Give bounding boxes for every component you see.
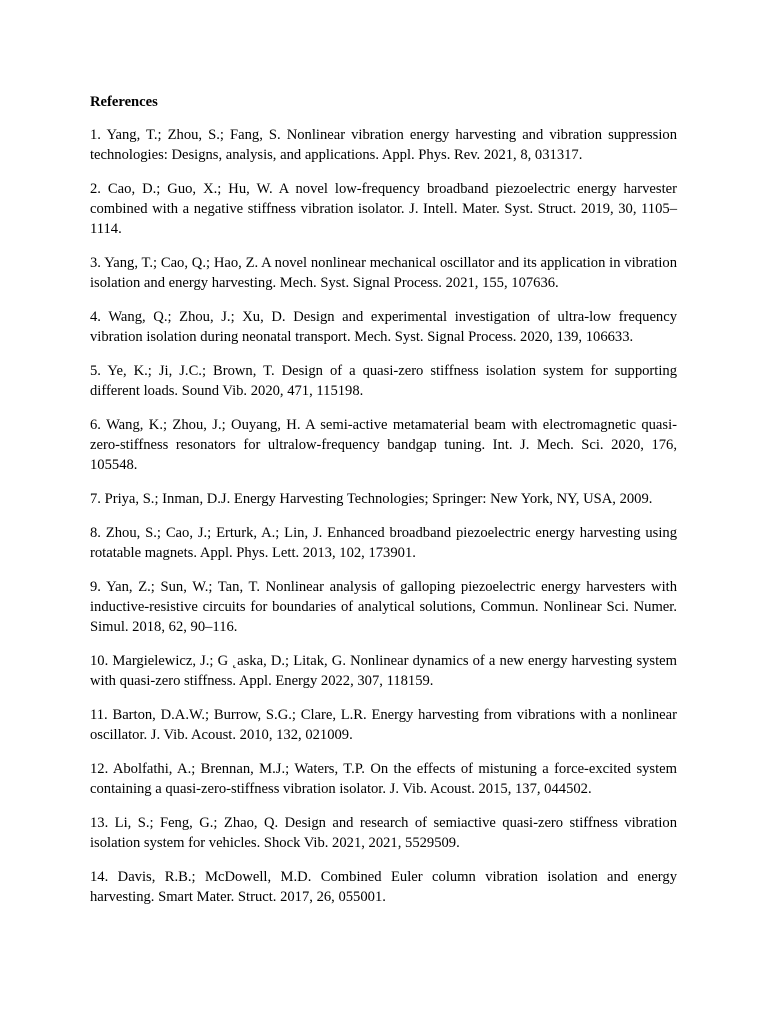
reference-item: 13. Li, S.; Feng, G.; Zhao, Q. Design and research of semiactive quasi-zero stiffness vibration isolation system for vehicles. Shock Vib. 2021, 2021, 5529509. (90, 815, 677, 851)
reference-item: 11. Barton, D.A.W.; Burrow, S.G.; Clare, L.R. Energy harvesting from vibrations with a nonlinear oscillator. J. Vib. Acoust. 2010, 132, 021009. (90, 707, 677, 743)
reference-item: 7. Priya, S.; Inman, D.J. Energy Harvesting Technologies; Springer: New York, NY, USA, 2009. (90, 491, 653, 507)
reference-item: 3. Yang, T.; Cao, Q.; Hao, Z. A novel nonlinear mechanical oscillator and its application in vibration isolation and energy harvesting. Mech. Syst. Signal Process. 2021, 155, 107636. (90, 255, 677, 291)
reference-item: 8. Zhou, S.; Cao, J.; Erturk, A.; Lin, J. Enhanced broadband piezoelectric energy harvesting using rotatable magnets. Appl. Phys. Lett. 2013, 102, 173901. (90, 525, 677, 561)
document-page (90, 92, 677, 921)
reference-item: 12. Abolfathi, A.; Brennan, M.J.; Waters, T.P. On the effects of mistuning a force-excited system containing a quasi-zero-stiffness vibration isolator. J. Vib. Acoust. 2015, 137, 044502. (90, 761, 677, 797)
reference-item: 2. Cao, D.; Guo, X.; Hu, W. A novel low-frequency broadband piezoelectric energy harvester combined with a negative stiffness vibration isolator. J. Intell. Mater. Syst. Struct. 2019, 30, 1105–1114. (90, 181, 677, 237)
reference-item: 1. Yang, T.; Zhou, S.; Fang, S. Nonlinear vibration energy harvesting and vibration suppression technologies: Designs, analysis, and applications. Appl. Phys. Rev. 2021, 8, 031317. (90, 127, 677, 163)
reference-item: 10. Margielewicz, J.; G ˛aska, D.; Litak, G. Nonlinear dynamics of a new energy harvesting system with quasi-zero stiffness. Appl. Energy 2022, 307, 118159. (90, 653, 677, 689)
reference-item: 14. Davis, R.B.; McDowell, M.D. Combined Euler column vibration isolation and energy harvesting. Smart Mater. Struct. 2017, 26, 055001. (90, 869, 677, 905)
reference-item: 6. Wang, K.; Zhou, J.; Ouyang, H. A semi-active metamaterial beam with electromagnetic quasi-zero-stiffness resonators for ultralow-frequency bandgap tuning. Int. J. Mech. Sci. 2020, 176, 105548. (90, 417, 677, 473)
reference-item: 4. Wang, Q.; Zhou, J.; Xu, D. Design and experimental investigation of ultra-low frequency vibration isolation during neonatal transport. Mech. Syst. Signal Process. 2020, 139, 106633. (90, 309, 677, 345)
reference-item: 9. Yan, Z.; Sun, W.; Tan, T. Nonlinear analysis of galloping piezoelectric energy harvesters with inductive-resistive circuits for boundaries of analytical solutions, Commun. Nonlinear Sci. Numer. Simul. 2018, 62, 90–116. (90, 579, 677, 635)
references-heading: References (90, 94, 158, 110)
reference-item: 5. Ye, K.; Ji, J.C.; Brown, T. Design of a quasi-zero stiffness isolation system for supporting different loads. Sound Vib. 2020, 471, 115198. (90, 363, 677, 399)
